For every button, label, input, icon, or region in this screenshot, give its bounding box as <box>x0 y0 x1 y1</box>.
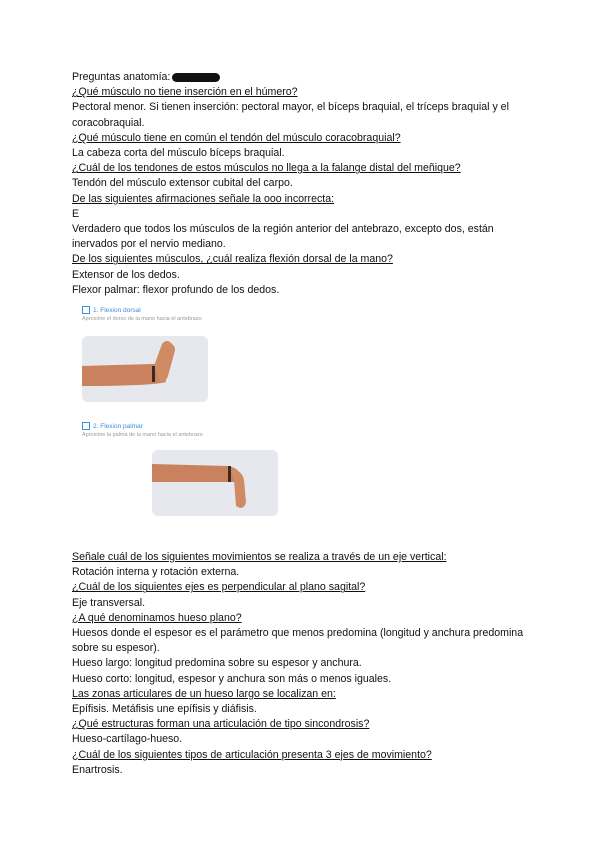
question-text: ¿Cuál de los siguientes tipos de articulación presenta 3 ejes de movimiento? <box>72 748 432 761</box>
figure-item-1-label: 1. Flexion dorsal <box>93 306 141 314</box>
figure-item-1-header <box>82 306 141 314</box>
question-text: ¿A qué denominamos hueso plano? <box>72 611 242 624</box>
answer-text: Tendón del músculo extensor cubital del carpo. <box>72 177 293 190</box>
qa-section-bottom <box>72 550 542 778</box>
checkbox-icon <box>82 422 90 430</box>
question-text: Las zonas articulares de un hueso largo se localizan en: <box>72 687 336 700</box>
dorsal-flexion-illustration <box>82 336 208 402</box>
question-text: ¿Qué músculo no tiene inserción en el húmero? <box>72 86 298 99</box>
question-text: ¿Cuál de los tendones de estos músculos no llega a la falange distal del meñique? <box>72 162 461 175</box>
answer-text: Rotación interna y rotación externa. <box>72 566 240 579</box>
question-text: De las siguientes afirmaciones señale la ooo incorrecta: <box>72 192 335 205</box>
question-text: ¿Cuál de los siguientes ejes es perpendicular al plano sagital? <box>72 581 366 594</box>
document-title-row <box>72 70 542 85</box>
answer-text: La cabeza corta del músculo bíceps braquial. <box>72 147 285 160</box>
hand-flexion-figure <box>72 298 542 550</box>
answer-text: Eje transversal. <box>72 596 146 609</box>
question-text: ¿Qué estructuras forman una articulación de tipo sincondrosis? <box>72 718 370 731</box>
answer-text: Hueso corto: longitud, espesor y anchura son más o menos iguales. <box>72 672 392 685</box>
question-text: ¿Qué músculo tiene en común el tendón del músculo coracobraquial? <box>72 131 401 144</box>
answer-text: Epífisis. Metáfisis une epífisis y diáfisis. <box>72 703 257 716</box>
qa-section-top <box>72 85 542 298</box>
question-text: De los siguientes músculos, ¿cuál realiza flexión dorsal de la mano? <box>72 253 393 266</box>
question-text: Señale cuál de los siguientes movimientos se realiza a través de un eje vertical: <box>72 551 447 564</box>
figure-item-1-caption: Aproxime el dorso de la mano hacia el antebrazo <box>82 316 202 323</box>
palmar-flexion-photo <box>152 450 278 516</box>
answer-text: Huesos donde el espesor es el parámetro que menos predomina (longitud y anchura predomina sobre su espesor). <box>72 627 524 655</box>
figure-item-2-caption: Aproxime la palma de la mano hacia el antebrazo <box>82 432 203 439</box>
answer-text: Pectoral menor. Si tienen inserción: pectoral mayor, el bíceps braquial, el tríceps braquial y el coracobraquial. <box>72 101 509 129</box>
answer-text: E <box>72 207 80 220</box>
answer-text: Flexor palmar: flexor profundo de los dedos. <box>72 283 280 296</box>
answer-text: Extensor de los dedos. <box>72 268 180 281</box>
figure-item-2-label: 2. Flexion palmar <box>93 422 143 430</box>
document-page <box>72 70 542 778</box>
figure-item-2-header <box>82 422 143 430</box>
dorsal-flexion-photo <box>82 336 208 402</box>
answer-text: Hueso-cartílago-hueso. <box>72 733 183 746</box>
answer-text: Verdadero que todos los músculos de la región anterior del antebrazo, excepto dos, están inervados por el nervio mediano. <box>72 223 494 251</box>
palmar-flexion-illustration <box>152 450 278 516</box>
redaction-mark <box>172 73 220 82</box>
document-title: Preguntas anatomía: <box>72 71 171 83</box>
checkbox-icon <box>82 306 90 314</box>
answer-text: Enartrosis. <box>72 763 123 776</box>
answer-text: Hueso largo: longitud predomina sobre su espesor y anchura. <box>72 657 362 670</box>
